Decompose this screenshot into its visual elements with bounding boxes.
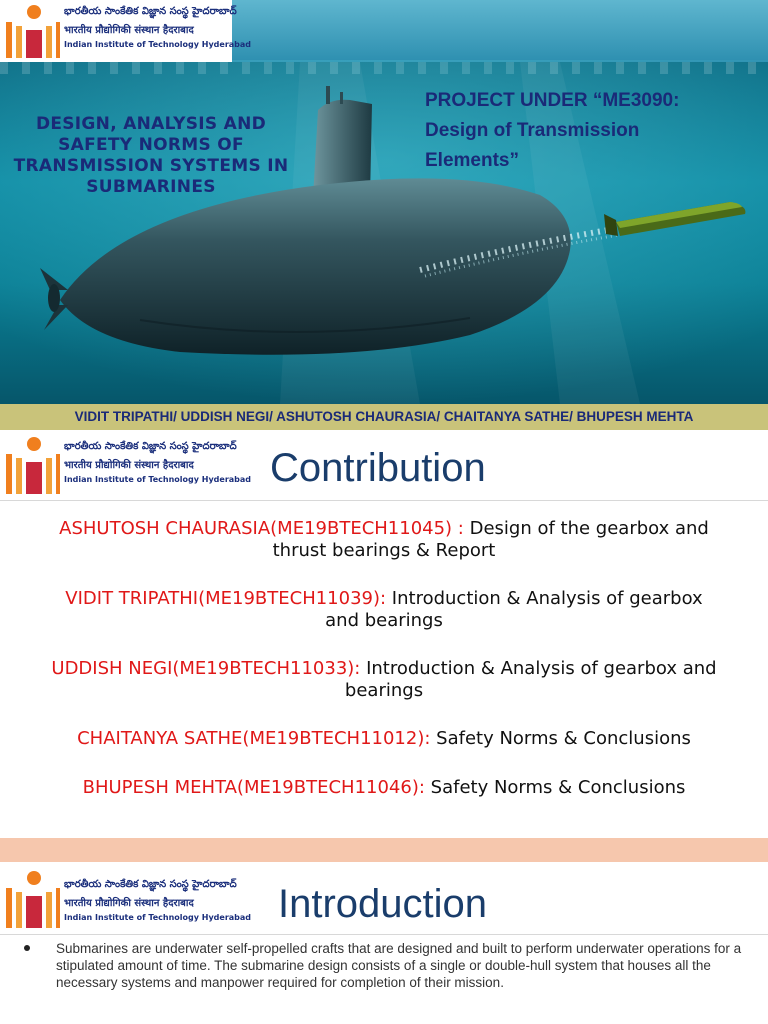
institute-english-name: Indian Institute of Technology Hyderabad: [64, 40, 252, 49]
contribution-item: [0, 518, 768, 562]
member-task: Safety Norms & Conclusions: [436, 728, 691, 749]
slide-heading: Contribution: [270, 446, 486, 490]
institute-hindi-name: भारतीय प्रौद्योगिकी संस्थान हैदराबाद: [64, 898, 194, 909]
institute-english-name: Indian Institute of Technology Hyderabad: [64, 913, 252, 922]
contribution-slide: [0, 432, 768, 838]
institute-logo: [0, 432, 252, 498]
member-task-continued: bearings: [344, 680, 424, 701]
member-name: CHAITANYA SATHE(ME19BTECH11012):: [77, 728, 437, 749]
iit-hyderabad-logo-icon: [4, 436, 60, 496]
contribution-item: [0, 588, 768, 632]
institute-logo: [0, 866, 252, 930]
bullet-text: Submarines are underwater self-propelled crafts that are designed and built to perform underwater operations for a stipulated amount of time. The submarine design consists of a single or double-hull system that houses all the necessary systems and manpower required for completion of their mission.: [56, 941, 742, 990]
presentation-title: DESIGN, ANALYSIS AND SAFETY NORMS OF TRANSMISSION SYSTEMS IN SUBMARINES: [13, 114, 289, 197]
member-name: VIDIT TRIPATHI(ME19BTECH11039):: [65, 588, 392, 609]
iit-hyderabad-logo-icon: [4, 870, 60, 930]
slide-footer-bar: [0, 838, 768, 862]
project-caption-line3: Elements”: [425, 150, 519, 171]
slide-heading: Introduction: [278, 882, 488, 926]
institute-hindi-name: भारतीय प्रौद्योगिकी संस्थान हैदराबाद: [64, 25, 194, 36]
institute-telugu-name: భారతీయ సాంకేతిక విజ్ఞాన సంస్థ హైదరాబాద్: [64, 6, 237, 17]
member-name: ASHUTOSH CHAURASIA(ME19BTECH11045) :: [59, 518, 470, 539]
authors-bar: VIDIT TRIPATHI/ UDDISH NEGI/ ASHUTOSH CHAURASIA/ CHAITANYA SATHE/ BHUPESH MEHTA: [0, 404, 768, 430]
header-divider: [0, 934, 768, 935]
header-divider: [0, 500, 768, 501]
introduction-slide: [0, 862, 768, 1024]
institute-english-name: Indian Institute of Technology Hyderabad: [64, 475, 252, 484]
institute-logo: [0, 0, 252, 62]
member-task: Introduction & Analysis of gearbox and: [366, 658, 717, 679]
member-task: Introduction & Analysis of gearbox: [391, 588, 703, 609]
bullet-dot-icon: [24, 945, 30, 951]
member-task-continued: thrust bearings & Report: [272, 540, 496, 561]
member-task: Safety Norms & Conclusions: [430, 777, 686, 798]
iit-hyderabad-logo-icon: [4, 4, 60, 60]
contribution-item: [0, 777, 768, 799]
member-name: UDDISH NEGI(ME19BTECH11033):: [51, 658, 367, 679]
project-caption-line1: PROJECT UNDER “ME3090:: [425, 90, 680, 111]
contribution-item: [0, 658, 768, 702]
title-slide: [0, 0, 768, 404]
institute-telugu-name: భారతీయ సాంకేతిక విజ్ఞాన సంస్థ హైదరాబాద్: [64, 441, 237, 452]
institute-telugu-name: భారతీయ సాంకేతిక విజ్ఞాన సంస్థ హైదరాబాద్: [64, 879, 237, 890]
member-task: Design of the gearbox and: [469, 518, 709, 539]
member-task-continued: and bearings: [325, 610, 443, 631]
member-name: BHUPESH MEHTA(ME19BTECH11046):: [82, 777, 431, 798]
project-caption-line2: Design of Transmission: [425, 120, 640, 141]
project-caption: [425, 86, 755, 176]
contribution-item: [0, 728, 768, 750]
institute-hindi-name: भारतीय प्रौद्योगिकी संस्थान हैदराबाद: [64, 460, 194, 471]
